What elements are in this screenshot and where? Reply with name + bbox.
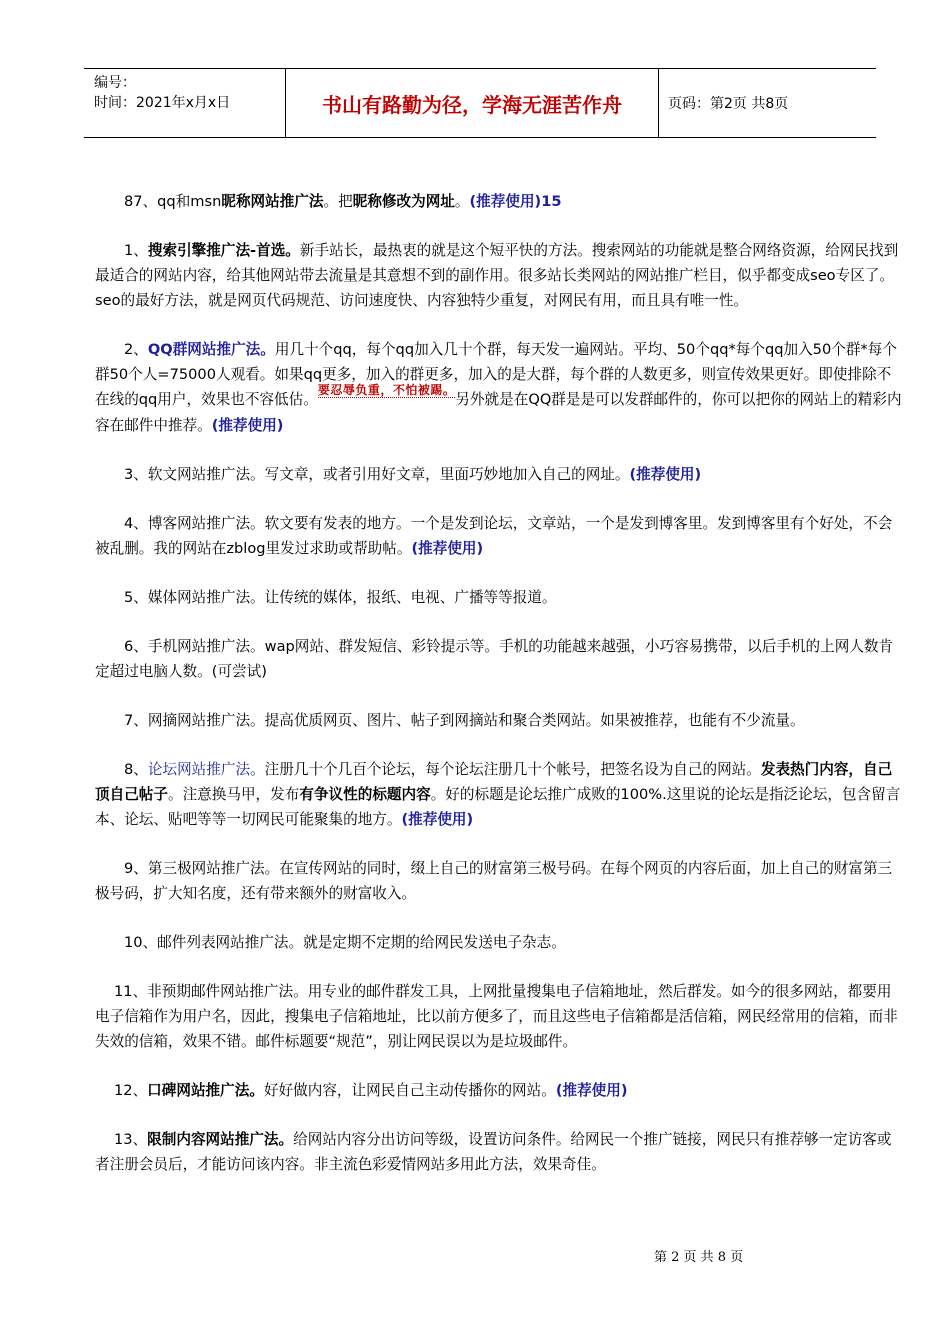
paragraph-8: 8、论坛网站推广法。注册几十个几百个论坛，每个论坛注册几十个帐号，把签名设为自己的网站。发表热门内容，自己顶自己帖子。注意换马甲，发布有争议性的标题内容。好的标题是论坛推广成败的100%.这里说的论坛是指泛论坛，包含留言本、论坛、贴吧等等一切网民可能聚集的地方。(推荐使用) [95, 761, 901, 828]
paragraph-12: 12、口碑网站推广法。好好做内容，让网民自己主动传播你的网站。(推荐使用) [114, 1082, 628, 1099]
recommend-tag: (推荐使用) [411, 540, 484, 557]
recommend-tag: (推荐使用)15 [469, 193, 562, 210]
header-page-number: 页码：第2页 共8页 [668, 96, 789, 112]
paragraph-11: 11、非预期邮件网站推广法。用专业的邮件群发工具，上网批量搜集电子信箱地址，然后群发。如今的很多网站，都要用电子信箱作为用户名，因此，搜集电子信箱地址，比以前方便多了，而且这些电子信箱都是活信箱，网民经常用的信箱，而非失效的信箱，效果不错。邮件标题要“规范”，别让网民误以为是垃圾邮件。 [95, 983, 898, 1050]
recommend-tag: (推荐使用) [401, 811, 474, 828]
header-time: 时间：2021年x月x日 [94, 95, 231, 111]
paragraph-3: 3、软文网站推广法。写文章，或者引用好文章，里面巧妙地加入自己的网址。(推荐使用) [124, 466, 702, 483]
recommend-tag: (推荐使用) [211, 417, 284, 434]
page-footer: 第 2 页 共 8 页 [654, 1250, 744, 1265]
forum-link[interactable]: 论坛网站推广法 [147, 761, 251, 778]
document-body [95, 189, 905, 1201]
recommend-tag: (推荐使用) [629, 466, 702, 483]
header-motto: 书山有路勤为径，学海无涯苦作舟 [322, 92, 622, 117]
page-header [84, 68, 876, 138]
paragraph-9: 9、第三极网站推广法。在宣传网站的同时，缀上自己的财富第三极号码。在每个网页的内容后面，加上自己的财富第三极号码，扩大知名度，还有带来额外的财富收入。 [95, 860, 893, 902]
paragraph-2: 2、QQ群网站推广法。用几十个qq，每个qq加入几十个群，每天发一遍网站。平均、50个qq*每个qq加入50个群*每个群50个人=75000人观看。如果qq更多，加入的群更多，加入的是大群，每个群的人数更多，则宣传效果更好。即使排除不在线的qq用户，效果也不容低估。$^{要忍辱负重,不怕被踢。}$另外就是在QQ群是是可以发群邮件的，你可以把你的网站上的精彩内容在邮件中推荐。(推荐使用) [95, 341, 902, 434]
annotation-note: 要忍辱负重，不怕被踢。 [317, 383, 456, 397]
paragraph-10: 10、邮件列表网站推广法。就是定期不定期的给网民发送电子杂志。 [124, 934, 566, 951]
paragraph-4: 4、博客网站推广法。软文要有发表的地方。一个是发到论坛，文章站，一个是发到博客里。发到博客里有个好处，不会被乱删。我的网站在zblog里发过求助或帮助帖。(推荐使用) [95, 515, 893, 557]
paragraph-87: 87、qq和msn昵称网站推广法。把昵称修改为网址。(推荐使用)15 [124, 193, 562, 210]
paragraph-6: 6、手机网站推广法。wap网站、群发短信、彩铃提示等。手机的功能越来越强，小巧容易携带，以后手机的上网人数肯定超过电脑人数。(可尝试) [95, 638, 894, 680]
paragraph-5: 5、媒体网站推广法。让传统的媒体，报纸、电视、广播等等报道。 [124, 589, 557, 606]
paragraph-13: 13、限制内容网站推广法。给网站内容分出访问等级，设置访问条件。给网民一个推广链接，网民只有推荐够一定访客或者注册会员后，才能访问该内容。非主流色彩爱情网站多用此方法，效果奇佳。 [95, 1131, 892, 1173]
paragraph-1: 1、搜索引擎推广法-首选。新手站长，最热衷的就是这个短平快的方法。搜索网站的功能就是整合网络资源，给网民找到最适合的网站内容，给其他网站带去流量是其意想不到的副作用。很多站长类网站的网站推广栏目，似乎都变成seo专区了。seo的最好方法，就是网页代码规范、访问速度快、内容独特少重复，对网民有用，而且具有唯一性。 [95, 242, 899, 309]
header-number: 编号： [94, 75, 136, 91]
paragraph-7: 7、网摘网站推广法。提高优质网页、图片、帖子到网摘站和聚合类网站。如果被推荐，也能有不少流量。 [124, 712, 805, 729]
header-divider [658, 69, 659, 137]
header-meta [94, 73, 230, 113]
recommend-tag: (推荐使用) [555, 1082, 628, 1099]
